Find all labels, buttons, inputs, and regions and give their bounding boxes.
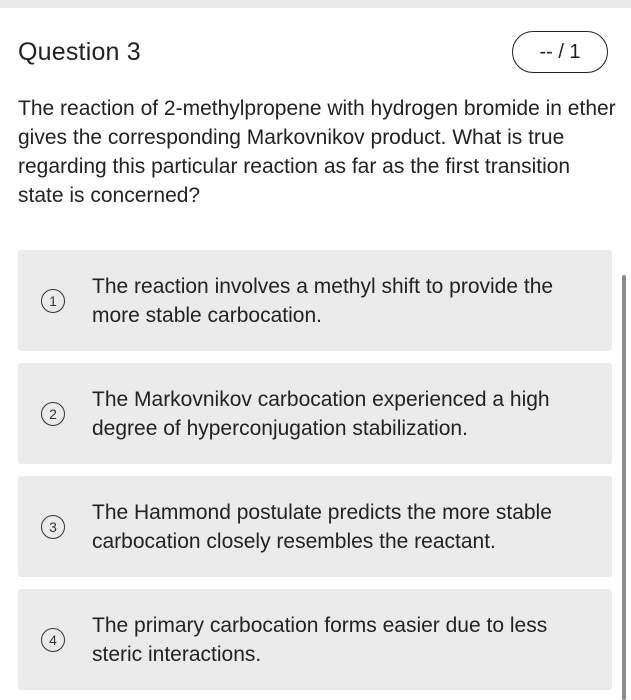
option-number-4: 4: [41, 628, 65, 652]
score-badge: -- / 1: [512, 31, 608, 73]
option-number-1: 1: [41, 289, 65, 313]
option-label-2: The Markovnikov carbocation experienced a high degree of hyperconjugation stabilization.: [92, 388, 550, 440]
vertical-scrollbar[interactable]: [622, 275, 626, 700]
option-number-3: 3: [41, 515, 65, 539]
option-label-1: The reaction involves a methyl shift to provide the more stable carbocation.: [92, 275, 554, 327]
answer-option-3[interactable]: [18, 476, 612, 577]
answer-option-1[interactable]: [18, 250, 612, 351]
option-number-2: 2: [41, 402, 65, 426]
question-text: The reaction of 2-methylpropene with hydrogen bromide in ether gives the corresponding Markovnikov product. What is true regarding this particular reaction as far as the first transition state is concerned?: [18, 97, 616, 207]
question-title: Question 3: [18, 38, 141, 66]
answer-option-4[interactable]: [18, 589, 612, 690]
top-divider-bar: [0, 0, 631, 8]
option-label-4: The primary carbocation forms easier due to less steric interactions.: [92, 614, 548, 666]
option-label-3: The Hammond postulate predicts the more stable carbocation closely resembles the reactant.: [92, 501, 552, 553]
answer-option-2[interactable]: [18, 363, 612, 464]
